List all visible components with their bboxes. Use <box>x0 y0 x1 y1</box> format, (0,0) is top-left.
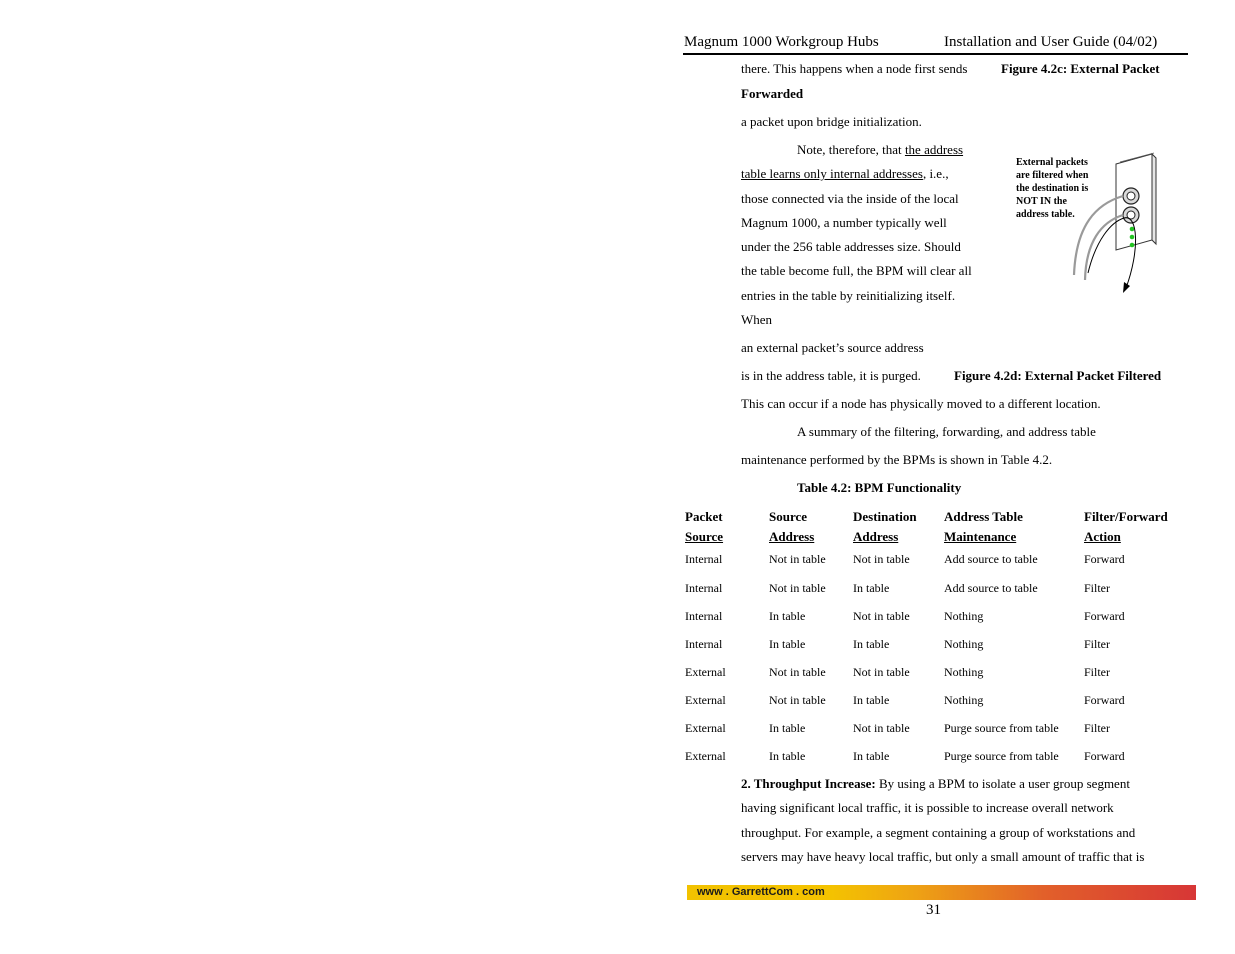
table-cell: Forward <box>1084 693 1125 707</box>
table-cell: In table <box>853 749 890 763</box>
header-rule <box>683 53 1188 55</box>
body-line: those connected via the inside of the local <box>741 191 959 206</box>
table-cell: Internal <box>685 637 723 651</box>
header-bottom: Address <box>769 529 815 544</box>
table-cell: In table <box>853 581 890 595</box>
header-top: Destination <box>853 509 917 524</box>
table-cell: Nothing <box>944 665 984 679</box>
table-cell: Purge source from table <box>944 749 1059 763</box>
table-cell: Add source to table <box>944 552 1038 566</box>
header-title: Magnum 1000 Workgroup Hubs <box>684 34 879 50</box>
table-cell: Filter <box>1084 637 1110 651</box>
table-cell: Nothing <box>944 693 984 707</box>
table-cell: Not in table <box>853 665 910 679</box>
table-cell: External <box>685 665 726 679</box>
table-cell: Add source to table <box>944 581 1038 595</box>
table-cell: Filter <box>1084 581 1110 595</box>
body-line: This can occur if a node has physically moved to a different location. <box>741 396 1101 411</box>
table-cell: Not in table <box>853 721 910 735</box>
header-bottom: Address <box>853 529 899 544</box>
table-header-destination-address <box>853 509 917 545</box>
header-top: Address Table <box>944 509 1023 524</box>
table-cell: In table <box>853 693 890 707</box>
figure-caption-c-cont: Forwarded <box>741 86 804 101</box>
table-cell: Forward <box>1084 749 1125 763</box>
section-label: 2. Throughput Increase: <box>741 776 876 791</box>
table-header-packet-source <box>685 509 723 545</box>
footer-url: www . GarrettCom . com <box>697 886 825 898</box>
page-number: 31 <box>926 902 941 918</box>
body-line: maintenance performed by the BPMs is shown in Table 4.2. <box>741 452 1053 467</box>
table-cell: Internal <box>685 609 723 623</box>
table-cell: Internal <box>685 581 723 595</box>
table-cell: Not in table <box>769 552 826 566</box>
note-emphasis: table learns only internal addresses <box>741 166 923 181</box>
header-bottom: Action <box>1084 529 1121 544</box>
table-header-filter-forward <box>1084 509 1168 545</box>
table-cell: External <box>685 693 726 707</box>
table-cell: Not in table <box>853 609 910 623</box>
body-line: an external packet’s source address <box>741 340 924 355</box>
body-line: is in the address table, it is purged. <box>741 368 921 383</box>
table-header-address-table <box>944 509 1023 545</box>
table-cell: Nothing <box>944 609 984 623</box>
header-top: Packet <box>685 509 723 524</box>
table-title: Table 4.2: BPM Functionality <box>797 480 962 495</box>
table-cell: Not in table <box>769 693 826 707</box>
table-cell: In table <box>769 721 806 735</box>
table-cell: In table <box>769 749 806 763</box>
status-led-icon <box>1130 243 1135 248</box>
table-cell: Nothing <box>944 637 984 651</box>
status-led-icon <box>1130 235 1135 240</box>
table-cell: In table <box>853 637 890 651</box>
body-line: having significant local traffic, it is possible to increase overall network <box>741 800 1114 815</box>
table-cell: Purge source from table <box>944 721 1059 735</box>
body-line: throughput. For example, a segment containing a group of workstations and <box>741 825 1136 840</box>
body-line: Magnum 1000, a number typically well <box>741 215 947 230</box>
table-cell: Not in table <box>769 665 826 679</box>
header-bottom: Maintenance <box>944 529 1017 544</box>
body-line <box>741 166 949 182</box>
body-line: servers may have heavy local traffic, but only a small amount of traffic that is <box>741 849 1145 864</box>
table-header-source-address <box>769 509 814 545</box>
body-line: there. This happens when a node first sends <box>741 61 968 76</box>
header-top: Source <box>769 509 808 524</box>
body-line: a packet upon bridge initialization. <box>741 114 922 129</box>
table-cell: Forward <box>1084 609 1125 623</box>
table-cell: Not in table <box>853 552 910 566</box>
body-line: entries in the table by reinitializing itself. <box>741 288 956 303</box>
figure-caption-d: Figure 4.2d: External Packet Filtered <box>954 368 1162 383</box>
figure-caption-c: Figure 4.2c: External Packet <box>1001 61 1160 76</box>
body-line: under the 256 table addresses size. Should <box>741 239 961 254</box>
body-line <box>741 776 1130 792</box>
body-line: A summary of the filtering, forwarding, and address table <box>797 424 1096 439</box>
note-text: Note, therefore, that <box>797 142 905 157</box>
table-cell: Forward <box>1084 552 1125 566</box>
table-cell: Filter <box>1084 721 1110 735</box>
header-top: Filter/Forward <box>1084 509 1168 524</box>
arrowhead-icon <box>1123 282 1130 293</box>
body-line <box>797 142 963 158</box>
table-cell: External <box>685 749 726 763</box>
status-led-icon <box>1130 227 1135 232</box>
header-bottom: Source <box>685 529 724 544</box>
section-text: By using a BPM to isolate a user group segment <box>875 776 1130 791</box>
hub-filter-diagram <box>1066 150 1166 300</box>
note-emphasis: the address <box>904 142 964 157</box>
note-text: , i.e., <box>922 166 949 181</box>
table-cell: Internal <box>685 552 723 566</box>
table-cell: External <box>685 721 726 735</box>
table-cell: Not in table <box>769 581 826 595</box>
figure-note: External packets are filtered when the destination is NOT IN the address table. <box>1016 157 1089 220</box>
table-cell: Filter <box>1084 665 1110 679</box>
header-guide-title: Installation and User Guide (04/02) <box>944 34 1158 50</box>
body-line: When <box>741 312 773 327</box>
table-cell: In table <box>769 637 806 651</box>
port-connector-icon <box>1123 188 1139 204</box>
table-cell: In table <box>769 609 806 623</box>
body-line: the table become full, the BPM will clear all <box>741 263 972 278</box>
